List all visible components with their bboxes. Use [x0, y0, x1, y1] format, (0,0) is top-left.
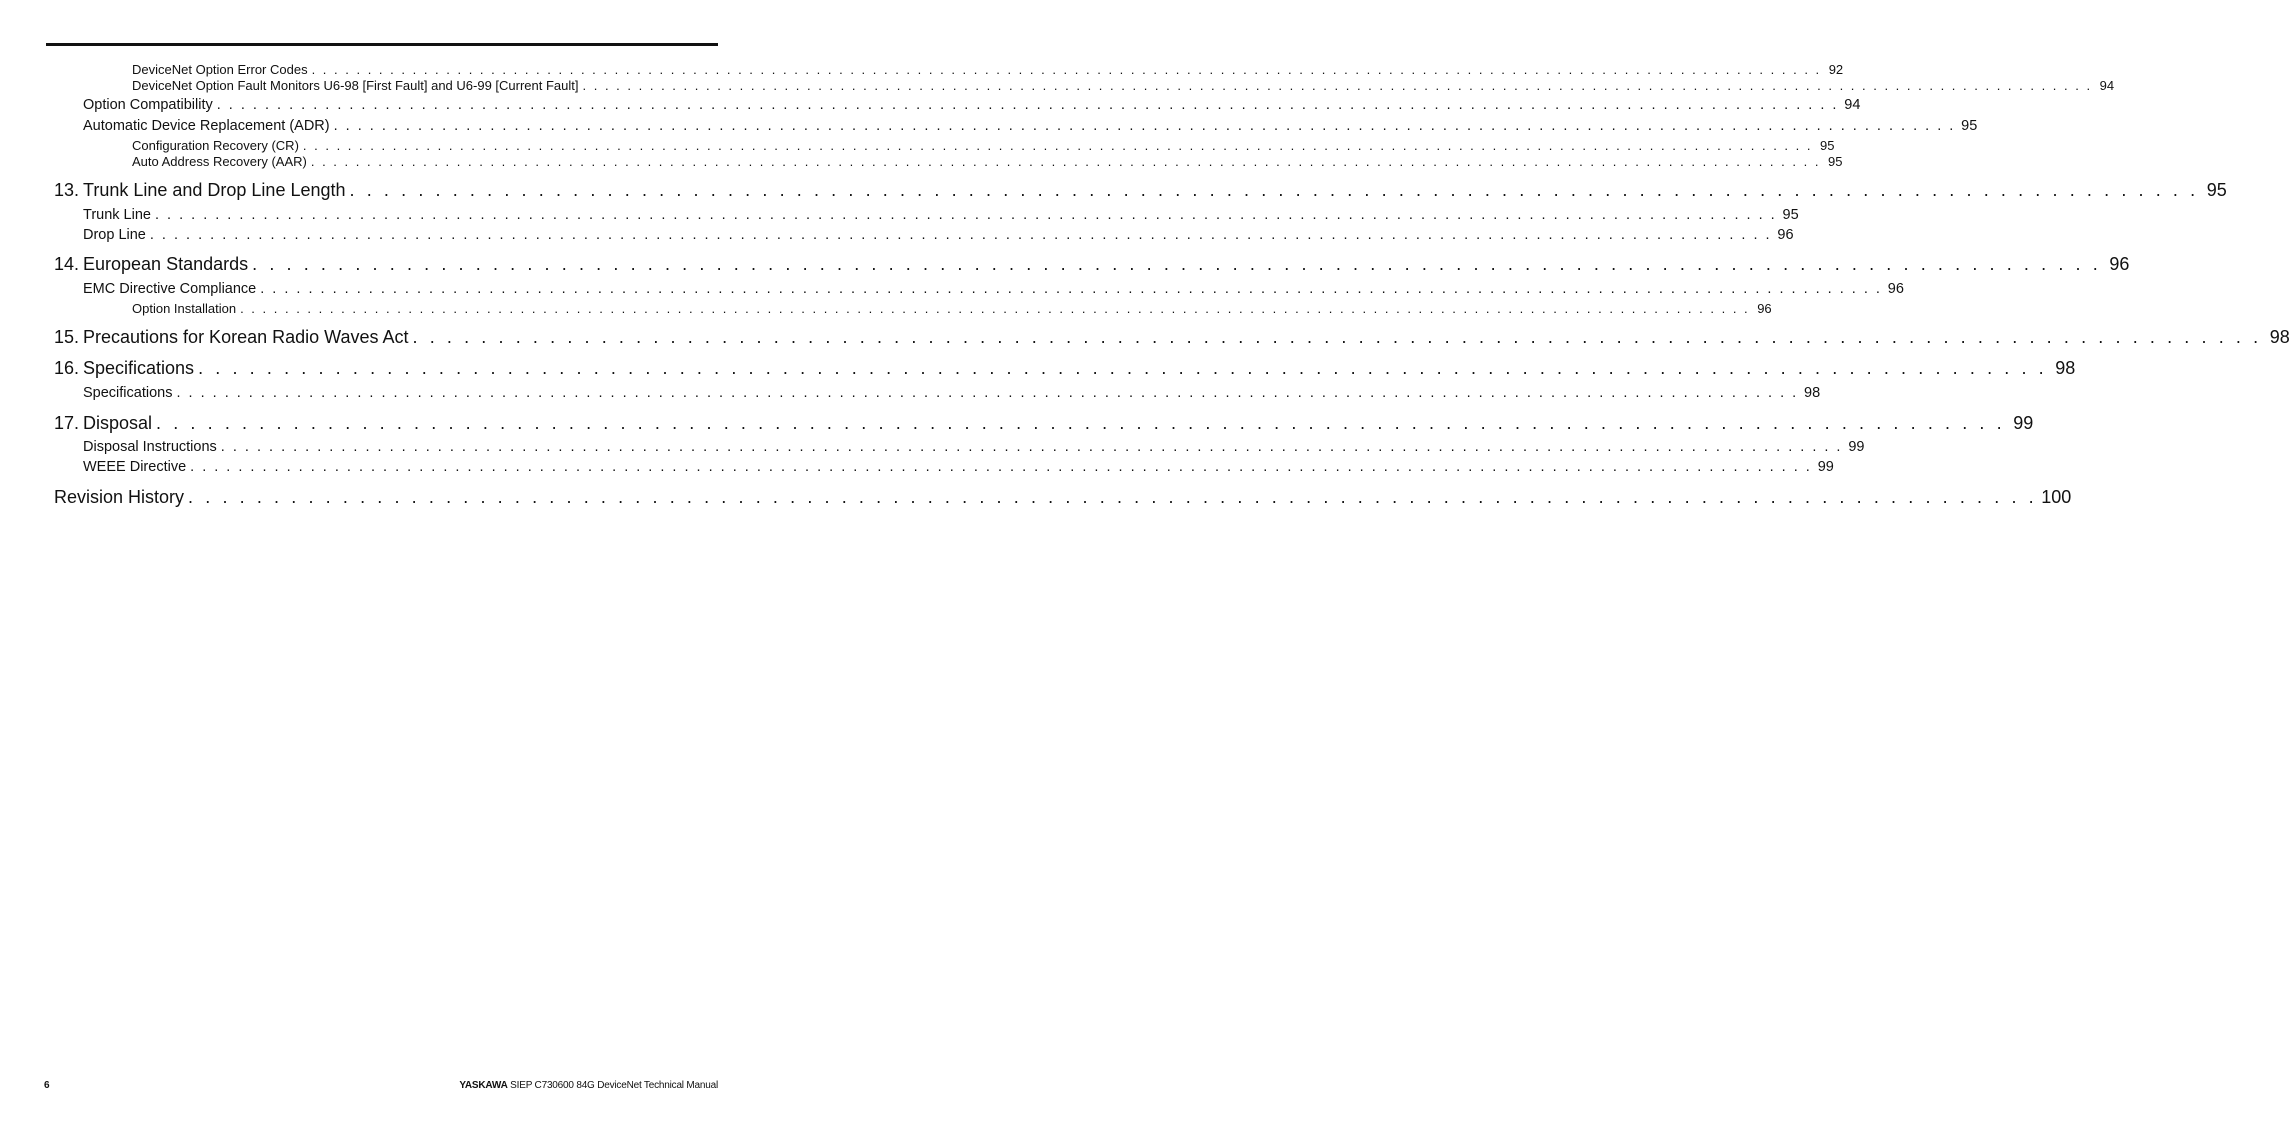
toc-entry-title — [54, 413, 152, 434]
toc-entry-page: 96 — [2109, 254, 2130, 274]
toc-entry[interactable] — [83, 385, 1821, 401]
toc-entry[interactable] — [83, 207, 1799, 223]
chapter-number: 14. — [54, 254, 80, 274]
toc-revision-history[interactable] — [54, 487, 2072, 508]
footer-page-number: 6 — [44, 1080, 50, 1091]
toc-entry-page: 95 — [1782, 207, 1799, 223]
toc-entry[interactable] — [83, 459, 1834, 475]
toc-entry-title: Option Installation — [132, 301, 237, 316]
dot-leader: . . . . . . . . . . . . . . . . . . . . . . . . . . . . . . . . . . . . . . . . . . . . . . . . . . . . . . . . . . . . . . . . . . . . . . . . . . . . . . . . . . . . . . . . . . . . . . . . . . . . . . . . . . . . — [412, 327, 2262, 347]
toc-entry-title: Revision History — [54, 487, 185, 507]
toc-chapter-16[interactable] — [54, 358, 2076, 379]
dot-leader: . . . . . . . . . . . . . . . . . . . . . . . . . . . . . . . . . . . . . . . . . . . . . . . . . . . . . . . . . . . . . . . . . . . . . . . . . . . . . . . . . . . . . . . . . . . . . . . . . . . . . . . . . . . . — [188, 487, 2038, 507]
footer-brand: YASKAWA — [459, 1080, 508, 1091]
toc-entry-page: 100 — [2041, 487, 2072, 507]
chapter-title: Specifications — [83, 358, 195, 378]
toc-entry-title — [54, 254, 248, 275]
toc-entry-title: Specifications — [83, 385, 173, 401]
toc-entry[interactable] — [83, 281, 1904, 297]
toc-entry-title — [54, 180, 346, 201]
toc-chapter-14[interactable] — [54, 254, 2130, 275]
footer-document-title — [459, 1080, 718, 1091]
toc-entry[interactable] — [132, 62, 1844, 77]
dot-leader: . . . . . . . . . . . . . . . . . . . . . . . . . . . . . . . . . . . . . . . . . . . . . . . . . . . . . . . . . . . . . . . . . . . . . . . . . . . . . . . . . . . . . . . . . . . . . . . . . . . . . . . . . . . . . . . . . . . . . . . . . . . . . . . . . . . . . . . — [582, 78, 2093, 93]
toc-entry-page: 98 — [2269, 327, 2290, 347]
dot-leader: . . . . . . . . . . . . . . . . . . . . . . . . . . . . . . . . . . . . . . . . . . . . . . . . . . . . . . . . . . . . . . . . . . . . . . . . . . . . . . . . . . . . . . . . . . . . . . . . . . . . . . . . . . . . . . . . . . . . . . . . . . . . . . . . . . . . . . . — [260, 281, 1882, 297]
chapter-number: 16. — [54, 358, 80, 378]
toc-entry[interactable] — [132, 154, 1843, 169]
dot-leader: . . . . . . . . . . . . . . . . . . . . . . . . . . . . . . . . . . . . . . . . . . . . . . . . . . . . . . . . . . . . . . . . . . . . . . . . . . . . . . . . . . . . . . . . . . . . . . . . . . . . . . . . . . . . — [252, 254, 2102, 274]
dot-leader: . . . . . . . . . . . . . . . . . . . . . . . . . . . . . . . . . . . . . . . . . . . . . . . . . . . . . . . . . . . . . . . . . . . . . . . . . . . . . . . . . . . . . . . . . . . . . . . . . . . . . . . . . . . . — [198, 358, 2048, 378]
chapter-title: European Standards — [83, 254, 249, 274]
toc-entry-page: 95 — [1820, 138, 1835, 153]
toc-entry-title: Trunk Line — [83, 207, 151, 223]
toc-entry-page: 99 — [1817, 459, 1834, 475]
toc-entry-page: 98 — [2055, 358, 2076, 378]
toc-entry-title: Option Compatibility — [83, 97, 213, 113]
toc-entry-title — [54, 358, 194, 379]
toc-entry-page: 99 — [1848, 439, 1865, 455]
toc-entry-title: DeviceNet Option Error Codes — [132, 62, 308, 77]
dot-leader: . . . . . . . . . . . . . . . . . . . . . . . . . . . . . . . . . . . . . . . . . . . . . . . . . . . . . . . . . . . . . . . . . . . . . . . . . . . . . . . . . . . . . . . . . . . . . . . . . . . . . . . . . . . . . . . . . . . . . . . . . . . . . . . . . . . . . . . — [240, 301, 1750, 316]
toc-entry-title: Automatic Device Replacement (ADR) — [83, 118, 330, 134]
toc-entry-title: Disposal Instructions — [83, 439, 217, 455]
dot-leader: . . . . . . . . . . . . . . . . . . . . . . . . . . . . . . . . . . . . . . . . . . . . . . . . . . . . . . . . . . . . . . . . . . . . . . . . . . . . . . . . . . . . . . . . . . . . . . . . . . . . . . . . . . . . . . . . . . . . . . . . . . . . . . . . . . . . . . . — [311, 62, 1822, 77]
chapter-number: 17. — [54, 413, 80, 433]
toc-entry-page: 94 — [2099, 78, 2115, 93]
toc-entry-title: Auto Address Recovery (AAR) — [132, 154, 307, 169]
toc-entry-page: 94 — [1844, 97, 1861, 113]
dot-leader: . . . . . . . . . . . . . . . . . . . . . . . . . . . . . . . . . . . . . . . . . . . . . . . . . . . . . . . . . . . . . . . . . . . . . . . . . . . . . . . . . . . . . . . . . . . . . . . . . . . . . . . . . . . . . . . . . . . . . . . . . . . . . . . . . . . . . . . — [333, 118, 1956, 134]
dot-leader: . . . . . . . . . . . . . . . . . . . . . . . . . . . . . . . . . . . . . . . . . . . . . . . . . . . . . . . . . . . . . . . . . . . . . . . . . . . . . . . . . . . . . . . . . . . . . . . . . . . . . . . . . . . . . . . . . . . . . . . . . . . . . . . . . . . . . . . — [302, 138, 1813, 153]
toc-chapter-15[interactable] — [54, 327, 2290, 348]
footer-manual-name: SIEP C730600 84G DeviceNet Technical Manual — [507, 1080, 718, 1091]
dot-leader: . . . . . . . . . . . . . . . . . . . . . . . . . . . . . . . . . . . . . . . . . . . . . . . . . . . . . . . . . . . . . . . . . . . . . . . . . . . . . . . . . . . . . . . . . . . . . . . . . . . . . . . . . . . . . . . . . . . . . . . . . . . . . . . . . . . . . . . — [176, 385, 1799, 401]
toc-entry[interactable] — [83, 97, 1861, 113]
chapter-title: Trunk Line and Drop Line Length — [83, 180, 346, 200]
dot-leader: . . . . . . . . . . . . . . . . . . . . . . . . . . . . . . . . . . . . . . . . . . . . . . . . . . . . . . . . . . . . . . . . . . . . . . . . . . . . . . . . . . . . . . . . . . . . . . . . . . . . . . . . . . . . . . . . . . . . . . . . . . . . . . . . . . . . . . . — [149, 227, 1772, 243]
toc-entry-page: 95 — [1827, 154, 1843, 169]
dot-leader: . . . . . . . . . . . . . . . . . . . . . . . . . . . . . . . . . . . . . . . . . . . . . . . . . . . . . . . . . . . . . . . . . . . . . . . . . . . . . . . . . . . . . . . . . . . . . . . . . . . . . . . . . . . . — [349, 180, 2199, 200]
toc-entry-page: 96 — [1757, 301, 1772, 316]
toc-entry-title: DeviceNet Option Fault Monitors U6-98 [First Fault] and U6-99 [Current Fault] — [132, 78, 579, 93]
chapter-title: Precautions for Korean Radio Waves Act — [83, 327, 409, 347]
toc-entry[interactable] — [83, 118, 1978, 134]
toc-chapter-13[interactable] — [54, 180, 2227, 201]
toc-entry-page: 99 — [2013, 413, 2034, 433]
toc-entry-title: Configuration Recovery (CR) — [132, 138, 299, 153]
dot-leader: . . . . . . . . . . . . . . . . . . . . . . . . . . . . . . . . . . . . . . . . . . . . . . . . . . . . . . . . . . . . . . . . . . . . . . . . . . . . . . . . . . . . . . . . . . . . . . . . . . . . . . . . . . . . . . . . . . . . . . . . . . . . . . . . . . . . . . . — [220, 439, 1843, 455]
toc-entry-title: WEEE Directive — [83, 459, 187, 475]
chapter-number: 13. — [54, 180, 80, 200]
dot-leader: . . . . . . . . . . . . . . . . . . . . . . . . . . . . . . . . . . . . . . . . . . . . . . . . . . . . . . . . . . . . . . . . . . . . . . . . . . . . . . . . . . . . . . . . . . . . . . . . . . . . . . . . . . . . — [156, 413, 2006, 433]
toc-entry-page: 96 — [1777, 227, 1794, 243]
toc-entry-title: EMC Directive Compliance — [83, 281, 257, 297]
toc-chapter-17[interactable] — [54, 413, 2034, 434]
toc-entry[interactable] — [132, 78, 2115, 93]
toc-entry[interactable] — [83, 227, 1794, 243]
toc-entry-page: 92 — [1828, 62, 1844, 77]
dot-leader: . . . . . . . . . . . . . . . . . . . . . . . . . . . . . . . . . . . . . . . . . . . . . . . . . . . . . . . . . . . . . . . . . . . . . . . . . . . . . . . . . . . . . . . . . . . . . . . . . . . . . . . . . . . . . . . . . . . . . . . . . . . . . . . . . . . . . . . — [190, 459, 1812, 475]
toc-entry-title — [54, 327, 409, 348]
chapter-number: 15. — [54, 327, 80, 347]
toc-entry-page: 96 — [1887, 281, 1904, 297]
dot-leader: . . . . . . . . . . . . . . . . . . . . . . . . . . . . . . . . . . . . . . . . . . . . . . . . . . . . . . . . . . . . . . . . . . . . . . . . . . . . . . . . . . . . . . . . . . . . . . . . . . . . . . . . . . . . . . . . . . . . . . . . . . . . . . . . . . . . . . . — [216, 97, 1839, 113]
toc-entry-page: 95 — [1961, 118, 1978, 134]
toc-entry-title: Drop Line — [83, 227, 146, 243]
toc-entry[interactable] — [132, 301, 1772, 316]
header-rule — [46, 43, 718, 46]
toc-entry[interactable] — [132, 138, 1835, 153]
dot-leader: . . . . . . . . . . . . . . . . . . . . . . . . . . . . . . . . . . . . . . . . . . . . . . . . . . . . . . . . . . . . . . . . . . . . . . . . . . . . . . . . . . . . . . . . . . . . . . . . . . . . . . . . . . . . . . . . . . . . . . . . . . . . . . . . . . . . . . . — [310, 154, 1821, 169]
toc-entry-page: 95 — [2206, 180, 2227, 200]
dot-leader: . . . . . . . . . . . . . . . . . . . . . . . . . . . . . . . . . . . . . . . . . . . . . . . . . . . . . . . . . . . . . . . . . . . . . . . . . . . . . . . . . . . . . . . . . . . . . . . . . . . . . . . . . . . . . . . . . . . . . . . . . . . . . . . . . . . . . . . — [154, 207, 1777, 223]
chapter-title: Disposal — [83, 413, 153, 433]
toc-entry-page: 98 — [1804, 385, 1821, 401]
toc-entry[interactable] — [83, 439, 1865, 455]
